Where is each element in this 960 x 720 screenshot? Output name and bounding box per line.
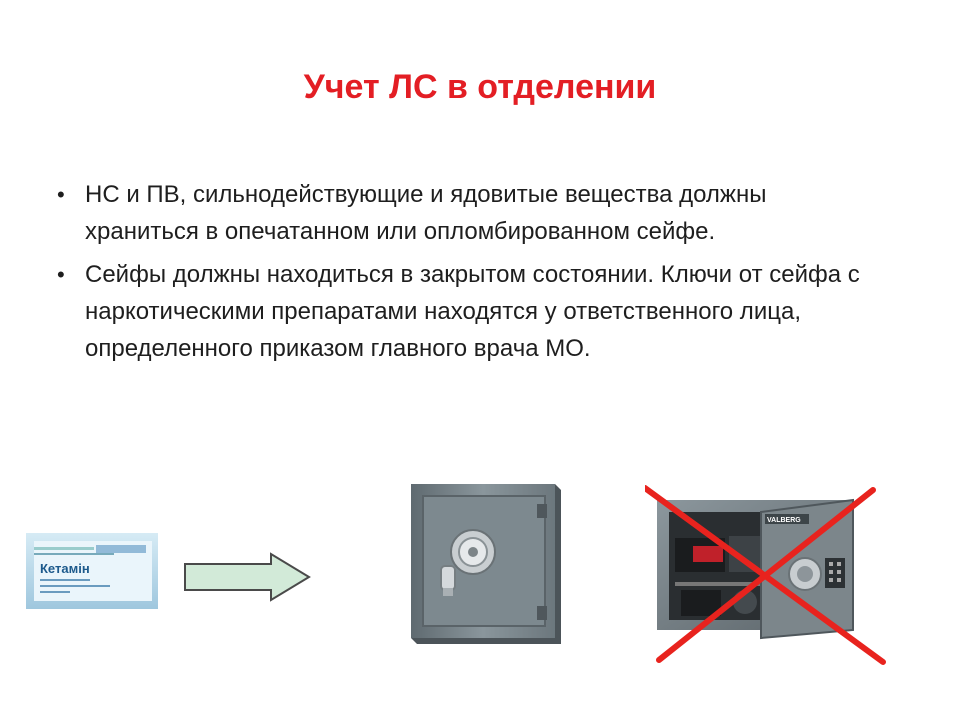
closed-safe-image bbox=[405, 478, 565, 650]
open-safe-crossed-image bbox=[645, 478, 895, 670]
brand-label: VALBERG bbox=[767, 517, 801, 524]
bullet-dot-icon: • bbox=[57, 182, 65, 207]
bullet-item bbox=[55, 256, 885, 367]
bullet-text: Сейфы должны находиться в закрытом состоянии. Ключи от сейфа с наркотическими препаратами находятся у ответственного лица, определенного приказом главного врача МО. bbox=[85, 261, 860, 362]
arrow-right-icon bbox=[183, 552, 313, 602]
bullet-list bbox=[55, 176, 885, 373]
ketamine-box-image bbox=[26, 533, 158, 609]
bullet-item bbox=[55, 176, 885, 250]
ketamine-label: Кетамін bbox=[40, 561, 90, 576]
bullet-dot-icon: • bbox=[57, 262, 65, 287]
slide-title: Учет ЛС в отделении bbox=[303, 68, 657, 106]
bullet-text: НС и ПВ, сильнодействующие и ядовитые вещества должны храниться в опечатанном или опломбированном сейфе. bbox=[85, 181, 767, 245]
